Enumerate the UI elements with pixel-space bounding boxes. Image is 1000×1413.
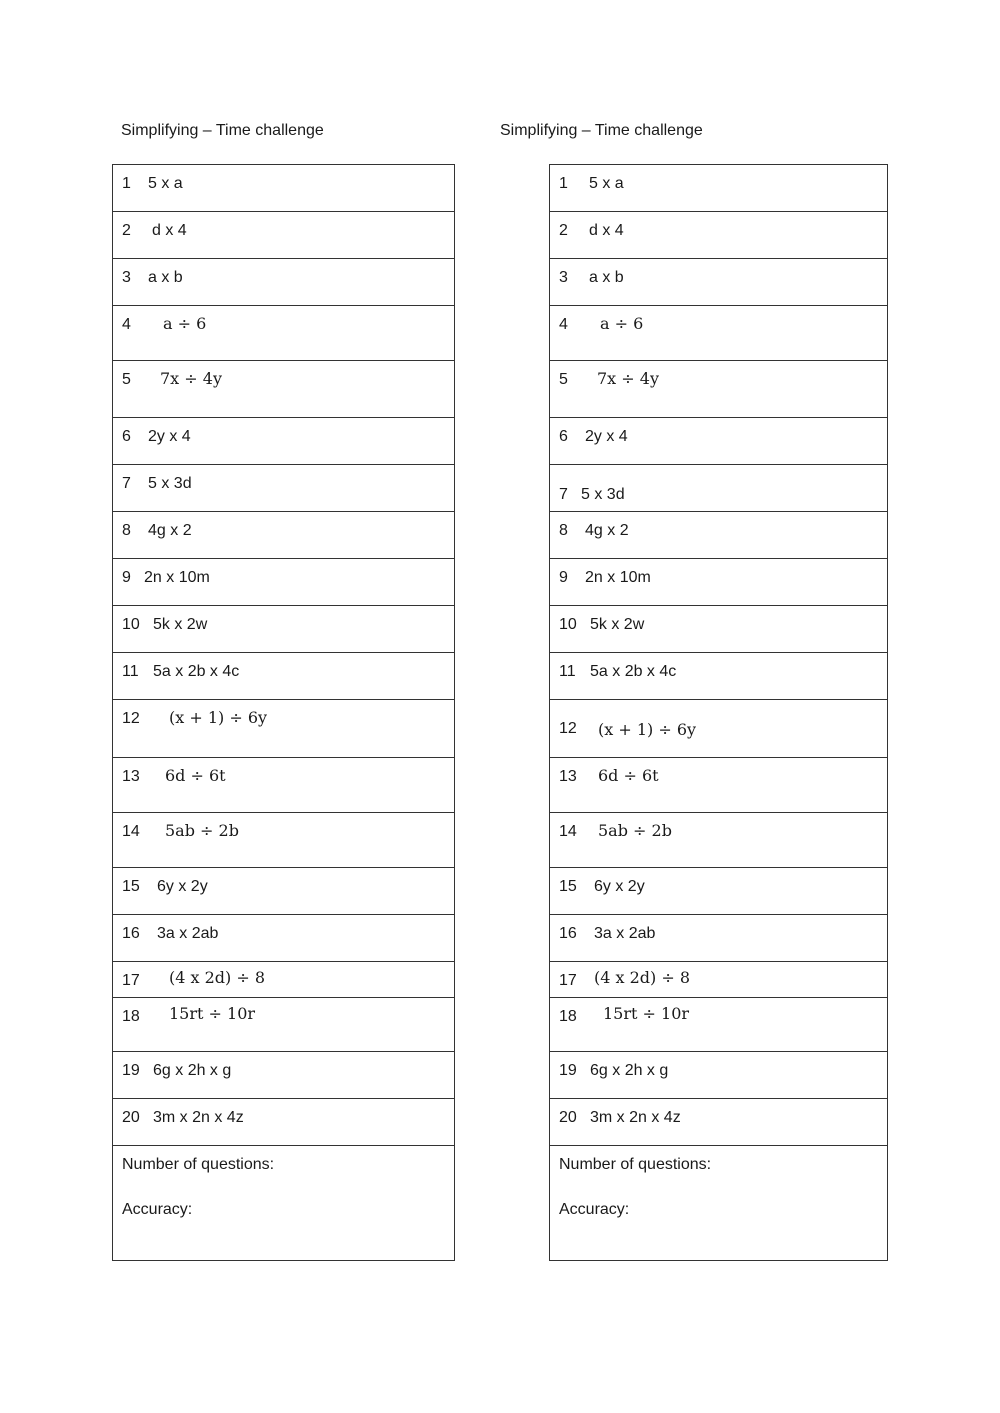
question-cell [113,559,455,606]
question-cell [113,512,455,559]
question-number: 17 [122,972,140,989]
number-of-questions-label: Number of questions: [559,1156,712,1173]
question-row [113,259,455,306]
question-cell [550,813,888,868]
question-row [550,653,888,700]
question-row [113,465,455,512]
question-row [550,512,888,559]
question-number: 11 [559,663,576,680]
question-expression: a ÷ 6 [600,314,644,333]
question-row [113,512,455,559]
question-cell [550,915,888,962]
question-expression: 6y x 2y [594,878,645,895]
results-cell [113,1146,455,1261]
question-expression: a x b [148,269,183,286]
question-number: 19 [559,1062,577,1079]
question-cell [550,418,888,465]
question-row [550,465,888,512]
question-number: 18 [122,1008,140,1025]
question-cell [550,962,888,998]
question-number: 4 [122,316,131,333]
question-expression: 5 x 3d [581,486,625,503]
question-row [550,813,888,868]
question-cell [550,868,888,915]
number-of-questions-label: Number of questions: [122,1156,275,1173]
question-cell [113,653,455,700]
question-number: 6 [559,428,568,445]
results-row [550,1146,888,1261]
question-expression: (x + 1) ÷ 6y [169,708,268,727]
question-expression: 5k x 2w [590,616,645,633]
question-cell [550,559,888,606]
question-expression: 2y x 4 [585,428,628,445]
question-cell [113,758,455,813]
question-cell [550,361,888,418]
question-cell [550,306,888,361]
question-expression: d x 4 [152,222,187,239]
question-expression: 6g x 2h x g [153,1062,232,1079]
question-expression: 5 x 3d [148,475,192,492]
question-row [113,165,455,212]
question-expression: 2y x 4 [148,428,191,445]
question-row [113,361,455,418]
question-row [550,915,888,962]
question-expression: 4g x 2 [148,522,192,539]
question-number: 1 [559,175,568,192]
question-cell [550,1099,888,1146]
question-cell [113,259,455,306]
question-number: 12 [559,720,577,737]
question-number: 20 [122,1109,140,1126]
question-row [113,212,455,259]
question-number: 8 [122,522,131,539]
question-cell [113,813,455,868]
question-number: 14 [122,823,140,840]
question-expression: 3m x 2n x 4z [590,1109,681,1126]
question-number: 8 [559,522,568,539]
question-number: 20 [559,1109,577,1126]
question-row [550,1052,888,1099]
question-number: 19 [122,1062,140,1079]
question-number: 13 [122,768,140,785]
question-number: 14 [559,823,577,840]
question-number: 17 [559,972,577,989]
question-number: 6 [122,428,131,445]
question-expression: 5 x a [148,175,183,192]
question-row [550,418,888,465]
question-row [550,559,888,606]
question-number: 15 [122,878,140,895]
question-expression: a x b [589,269,624,286]
question-cell [113,868,455,915]
question-number: 5 [122,371,131,388]
question-expression: 7x ÷ 4y [160,369,222,388]
question-number: 10 [559,616,577,633]
question-row [113,1052,455,1099]
question-cell [113,998,455,1052]
question-number: 16 [559,925,577,942]
question-row [550,962,888,998]
question-number: 11 [122,663,139,680]
question-expression: 6g x 2h x g [590,1062,669,1079]
question-number: 9 [559,569,568,586]
question-expression: 4g x 2 [585,522,629,539]
question-row [550,758,888,813]
question-row [550,165,888,212]
question-row [113,1099,455,1146]
question-number: 10 [122,616,140,633]
question-expression: 6d ÷ 6t [165,766,226,785]
question-cell [113,418,455,465]
question-cell [550,259,888,306]
question-number: 4 [559,316,568,333]
question-expression: 2n x 10m [585,569,651,586]
question-number: 3 [559,269,568,286]
question-expression: 5a x 2b x 4c [590,663,677,680]
question-number: 15 [559,878,577,895]
question-cell [113,465,455,512]
question-cell [550,998,888,1052]
question-row [113,998,455,1052]
worksheet-title: Simplifying – Time challenge [121,122,324,139]
question-row [550,998,888,1052]
question-number: 7 [122,475,131,492]
question-row [113,606,455,653]
question-row [113,915,455,962]
question-row [113,559,455,606]
question-cell [550,653,888,700]
question-row [550,259,888,306]
worksheet-title: Simplifying – Time challenge [500,122,703,139]
question-number: 1 [122,175,131,192]
question-row [113,962,455,998]
question-row [113,868,455,915]
question-cell [113,700,455,758]
question-number: 16 [122,925,140,942]
question-number: 12 [122,710,140,727]
question-row [550,1099,888,1146]
question-expression: d x 4 [589,222,624,239]
question-expression: (4 x 2d) ÷ 8 [594,968,691,987]
question-cell [113,1052,455,1099]
question-row [550,212,888,259]
question-expression: 5k x 2w [153,616,208,633]
question-expression: 15rt ÷ 10r [603,1004,690,1023]
question-row [113,700,455,758]
question-expression: 3m x 2n x 4z [153,1109,244,1126]
question-expression: 3a x 2ab [594,925,656,942]
question-number: 9 [122,569,131,586]
question-cell [550,700,888,758]
question-expression: 7x ÷ 4y [597,369,659,388]
question-row [550,868,888,915]
question-expression: 3a x 2ab [157,925,219,942]
question-expression: 6y x 2y [157,878,208,895]
question-row [113,418,455,465]
accuracy-label: Accuracy: [122,1201,193,1218]
question-cell [550,1052,888,1099]
question-cell [113,306,455,361]
question-number: 13 [559,768,577,785]
question-expression: 5a x 2b x 4c [153,663,240,680]
question-number: 18 [559,1008,577,1025]
results-row [113,1146,455,1261]
question-row [113,653,455,700]
question-expression: 15rt ÷ 10r [169,1004,256,1023]
question-expression: (x + 1) ÷ 6y [598,720,697,739]
question-row [550,361,888,418]
question-cell [113,915,455,962]
question-row [550,306,888,361]
question-cell [113,1099,455,1146]
question-cell [550,512,888,559]
question-cell [113,962,455,998]
question-number: 2 [559,222,568,239]
question-cell [113,606,455,653]
question-cell [113,212,455,259]
question-cell [550,212,888,259]
question-expression: (4 x 2d) ÷ 8 [169,968,266,987]
question-row [550,606,888,653]
question-number: 5 [559,371,568,388]
question-table [549,164,888,1261]
question-cell [113,165,455,212]
question-row [550,700,888,758]
question-row [113,306,455,361]
question-row [113,758,455,813]
question-expression: 5ab ÷ 2b [165,821,239,840]
question-expression: 5 x a [589,175,624,192]
question-row [113,813,455,868]
question-cell [550,606,888,653]
question-number: 7 [559,486,568,503]
question-expression: 2n x 10m [144,569,210,586]
question-expression: a ÷ 6 [163,314,207,333]
question-expression: 5ab ÷ 2b [598,821,672,840]
question-table [112,164,455,1261]
question-expression: 6d ÷ 6t [598,766,659,785]
results-cell [550,1146,888,1261]
question-number: 2 [122,222,131,239]
question-cell [550,465,888,512]
question-cell [550,758,888,813]
question-cell [113,361,455,418]
accuracy-label: Accuracy: [559,1201,630,1218]
question-cell [550,165,888,212]
question-number: 3 [122,269,131,286]
